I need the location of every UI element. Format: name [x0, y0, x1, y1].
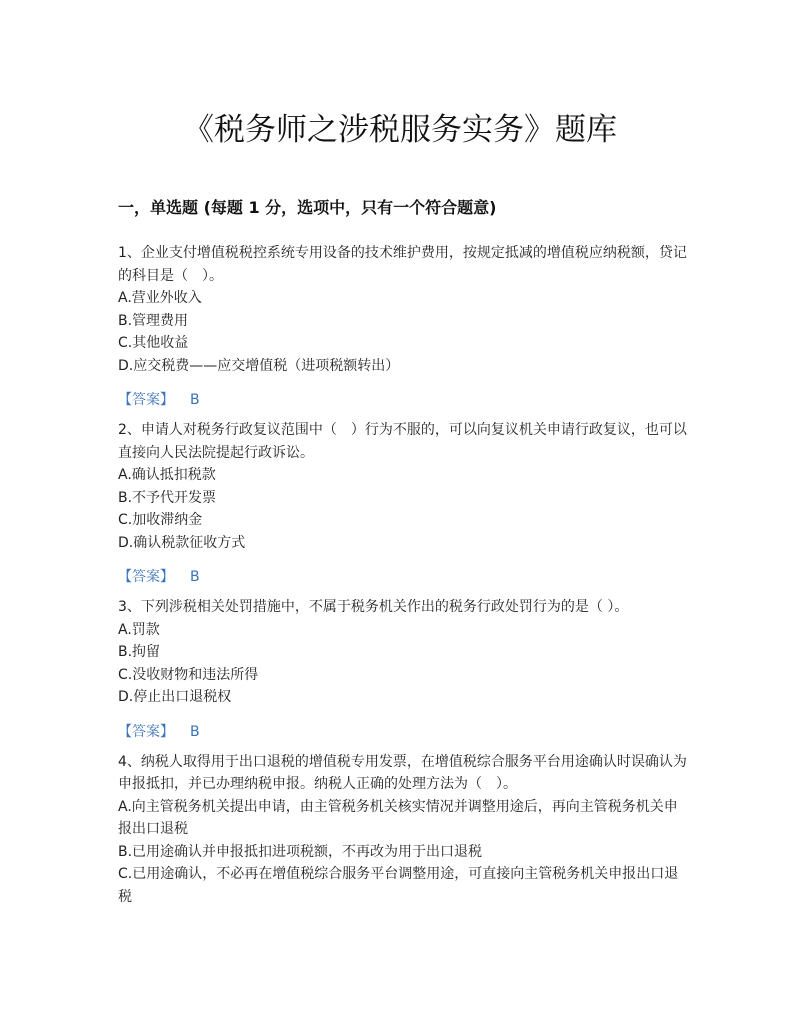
question-1	[118, 242, 688, 411]
option-a: A.罚款	[118, 621, 160, 638]
option-c: C.已用途确认，不必再在增值税综合服务平台调整用途，可直接向主管税务机关申报出口退税	[118, 866, 679, 905]
answer-line	[118, 566, 688, 588]
section-title: 一，单选题 (每题 1 分，选项中，只有一个符合题意)	[118, 198, 497, 217]
option-a: A.向主管税务机关提出申请，由主管税务机关核实情况并调整用途后，再向主管税务机关申报出口退税	[118, 798, 678, 837]
option-a: A.确认抵扣税款	[118, 467, 216, 483]
option-c: C.没收财物和违法所得	[118, 666, 259, 683]
question-4	[118, 751, 688, 909]
question-text: 1、企业支付增值税税控系统专用设备的技术维护费用，按规定抵减的增值税应纳税额，贷记的科目是（ ）。	[118, 245, 687, 284]
answer-line	[118, 721, 688, 743]
answer-label: 【答案】	[118, 723, 174, 740]
answer-value: B	[190, 392, 200, 408]
answer-value: B	[190, 569, 200, 585]
question-text: 2、申请人对税务行政复议范围中（ ）行为不服的，可以向复议机关申请行政复议，也可以直接向人民法院提起行政诉讼。	[118, 422, 687, 461]
option-b: B.已用途确认并申报抵扣进项税额，不再改为用于出口退税	[118, 843, 483, 860]
question-text: 4、纳税人取得用于出口退税的增值税专用发票，在增值税综合服务平台用途确认时误确认为申报抵扣，并已办理纳税申报。纳税人正确的处理方法为（ ）。	[118, 753, 687, 792]
option-a: A.营业外收入	[118, 290, 202, 306]
question-list	[118, 242, 688, 916]
option-d: D.应交税费——应交增值税（进项税额转出）	[118, 357, 400, 374]
answer-line	[118, 389, 688, 411]
option-b: B.不予代开发票	[118, 489, 217, 506]
answer-value: B	[190, 723, 200, 740]
option-b: B.管理费用	[118, 312, 189, 329]
option-c: C.其他收益	[118, 335, 189, 351]
question-3	[118, 596, 688, 743]
answer-label: 【答案】	[118, 569, 174, 585]
question-2	[118, 419, 688, 588]
option-c: C.加收滞纳金	[118, 512, 203, 528]
option-b: B.拘留	[118, 644, 161, 660]
document-title: 《税务师之涉税服务实务》题库	[183, 112, 617, 148]
question-text: 3、下列涉税相关处罚措施中，不属于税务机关作出的税务行政处罚行为的是（ ）。	[118, 599, 629, 615]
option-d: D.停止出口退税权	[118, 689, 232, 705]
option-d: D.确认税款征收方式	[118, 534, 246, 551]
answer-label: 【答案】	[118, 392, 174, 408]
